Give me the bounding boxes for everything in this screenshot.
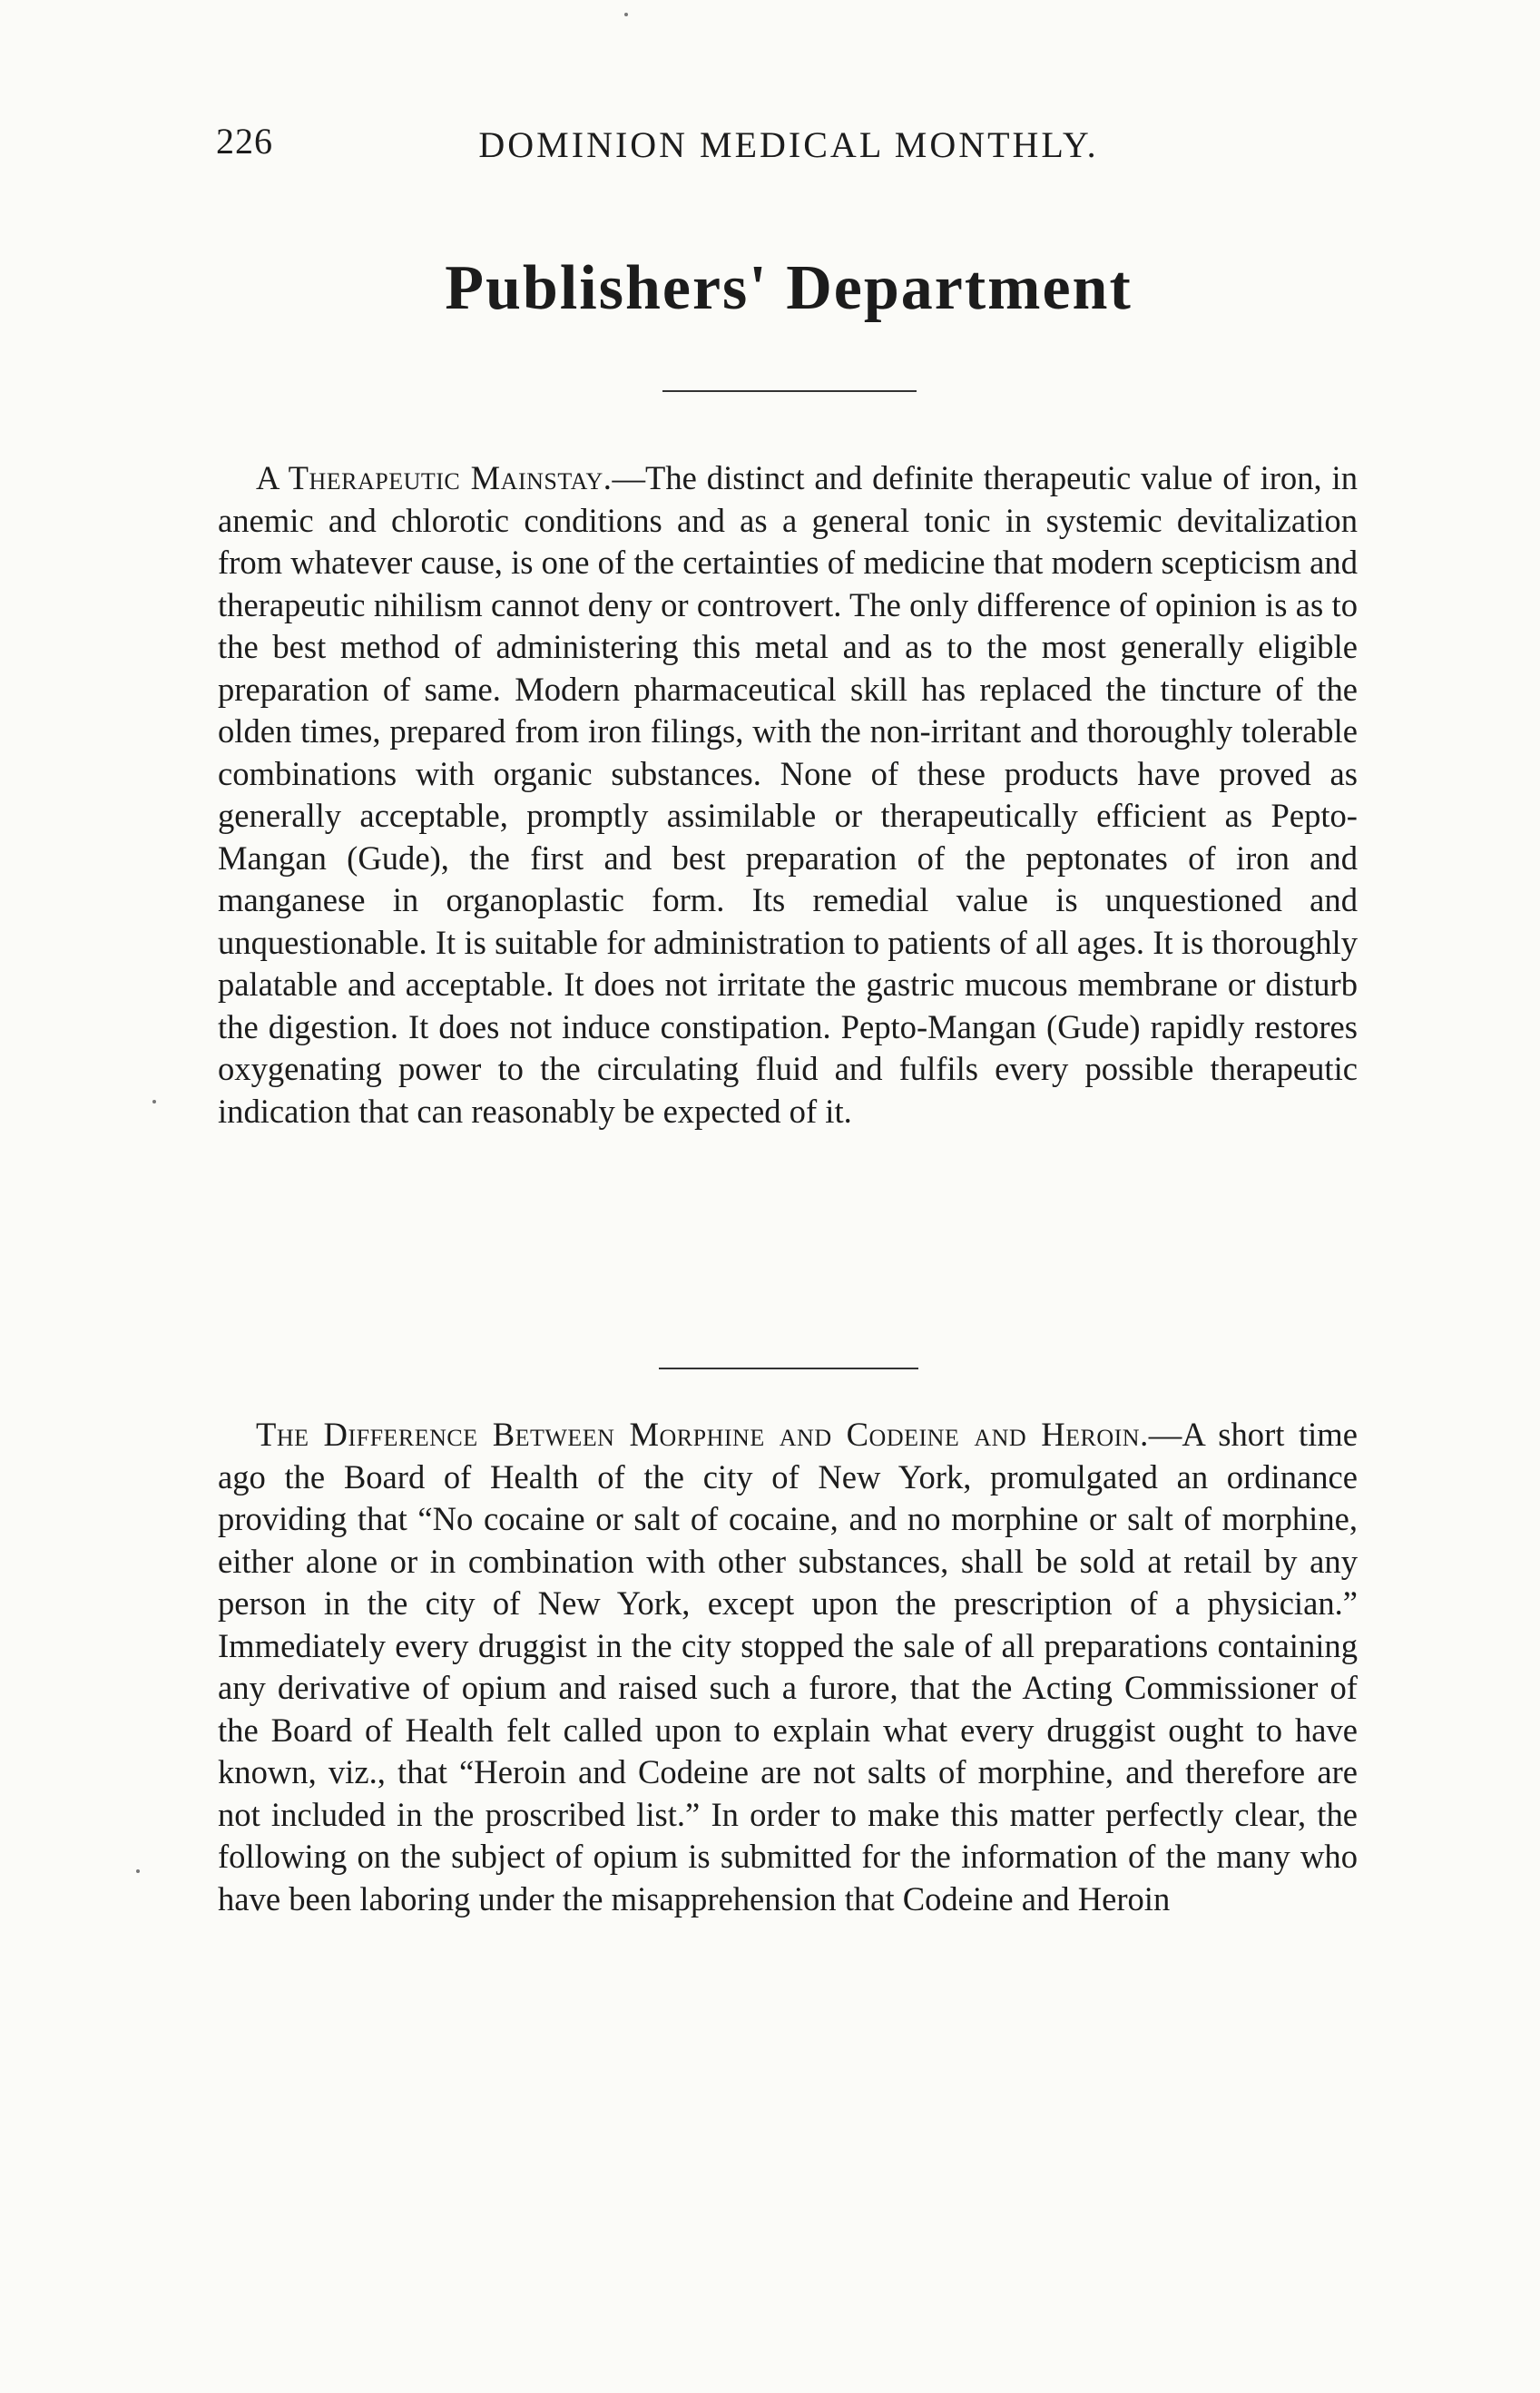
page-number: 226 (216, 121, 273, 162)
article-lead-heading: A Therapeutic Mainstay. (256, 459, 613, 496)
department-title: Publishers' Department (445, 253, 1133, 323)
article-therapeutic-mainstay (218, 457, 1358, 1133)
article-paragraph (218, 1414, 1358, 1920)
article-morphine-codeine-heroin (218, 1414, 1358, 1920)
running-head: DOMINION MEDICAL MONTHLY. (478, 124, 1099, 165)
section-divider (662, 390, 917, 392)
article-lead-heading: The Difference Between Morphine and Codeine and Heroin. (256, 1416, 1149, 1453)
page-header (216, 120, 1361, 174)
article-body-text: —The distinct and definite therapeutic value of iron, in anemic and chlorotic conditions and as a general tonic in systemic devitalization from whatever cause, is one of the certainties of medicine that modern scepticism and therapeutic nihilism cannot deny or controvert. The only difference of opinion is as to the best method of administering this metal and as to the most generally eligible preparation of same. Modern pharmaceutical skill has replaced the tincture of the olden times, prepared from iron filings, with the non-irritant and thoroughly tolerable combinations with organic substances. None of these products have proved as generally acceptable, promptly assimilable or therapeutically efficient as Pepto-Mangan (Gude), the first and best preparation of the peptonates of iron and manganese in organoplastic form. Its remedial value is unquestioned and unquestionable. It is suitable for administration to patients of all ages. It is thoroughly palatable and acceptable. It does not irritate the gastric mucous membrane or disturb the digestion. It does not induce constipation. Pepto-Mangan (Gude) rapidly restores oxygenating power to the circulating fluid and fulfils every possible therapeutic indication that can reasonably be expected of it. (218, 459, 1358, 1130)
section-divider (659, 1368, 918, 1369)
print-speck (136, 1869, 140, 1873)
print-speck (624, 13, 628, 16)
article-body-text: —A short time ago the Board of Health of the city of New York, promulgated an ordinance providing that “No cocaine or salt of cocaine, and no morphine or salt of morphine, either alone or in combination with other substances, shall be sold at retail by any person in the city of New York, except upon the prescription of a physician.” Immediately every druggist in the city stopped the sale of all preparations containing any derivative of opium and raised such a furore, that the Acting Commissioner of the Board of Health felt called upon to explain what every druggist ought to have known, viz., that “Heroin and Codeine are not salts of morphine, and therefore are not included in the proscribed list.” In order to make this matter perfectly clear, the following on the subject of opium is submitted for the information of the many who have been laboring under the misapprehension that Codeine and Heroin (218, 1416, 1358, 1917)
print-speck (152, 1100, 156, 1103)
article-paragraph (218, 457, 1358, 1133)
